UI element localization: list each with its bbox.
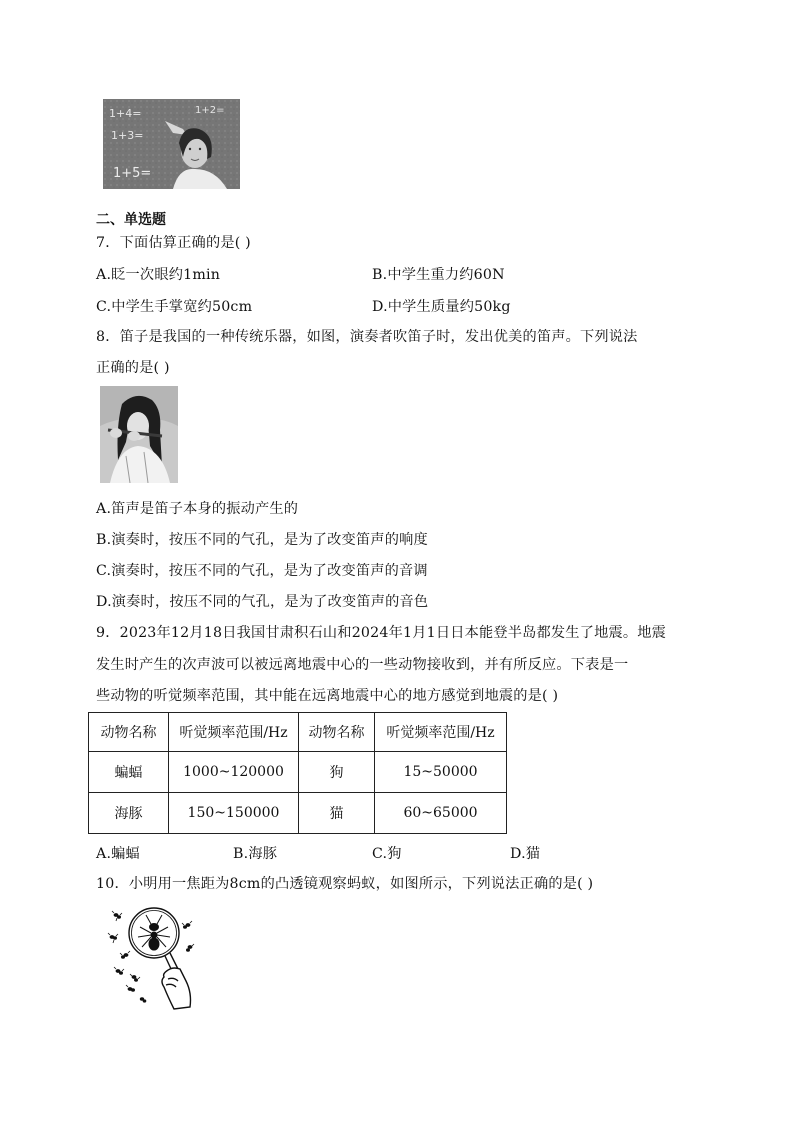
- illustration-magnifier-ants-drawing: [104, 903, 200, 1011]
- table-cell: 15~50000: [375, 752, 507, 793]
- q8-option-b: B.演奏时，按压不同的气孔，是为了改变笛声的响度: [96, 532, 428, 548]
- table-cell: 猫: [299, 793, 375, 834]
- chalk-formula-3: 1+5=: [113, 166, 152, 181]
- q9-stem-line2: 发生时产生的次声波可以被远离地震中心的一些动物接收到，并有所反应。下表是一: [96, 657, 629, 673]
- q7-option-d: D.中学生质量约50kg: [372, 299, 511, 315]
- q7-option-a: A.眨一次眼约1min: [96, 267, 221, 283]
- table-header-cell: 听觉频率范围/Hz: [375, 713, 507, 752]
- q8-option-a: A.笛声是笛子本身的振动产生的: [96, 501, 299, 517]
- chalk-formula-2: 1+3=: [111, 129, 144, 142]
- photo-girl-blackboard: [103, 99, 240, 189]
- table-header-cell: 动物名称: [89, 713, 169, 752]
- q7-stem: 7．下面估算正确的是( ): [96, 235, 251, 251]
- q8-stem-line1: 8．笛子是我国的一种传统乐器，如图，演奏者吹笛子时，发出优美的笛声。下列说法: [96, 329, 638, 345]
- q9-option-a: A.蝙蝠: [96, 846, 140, 862]
- q10-stem: 10．小明用一焦距为8cm的凸透镜观察蚂蚁，如图所示，下列说法正确的是( ): [96, 876, 594, 892]
- photo-flute-player-drawing: [100, 386, 178, 483]
- q9-option-d: D.猫: [510, 846, 541, 862]
- q9-stem-line3: 些动物的听觉频率范围，其中能在远离地震中心的地方感觉到地震的是( ): [96, 688, 559, 704]
- q9-option-c: C.狗: [372, 846, 402, 862]
- q7-option-c: C.中学生手掌宽约50cm: [96, 299, 253, 315]
- table-cell: 蝙蝠: [89, 752, 169, 793]
- q9-option-b: B.海豚: [233, 846, 278, 862]
- chalk-formula-4: 1+2=: [195, 105, 225, 116]
- table-row: [89, 793, 507, 834]
- table-header-row: [89, 713, 507, 752]
- table-row: [89, 752, 507, 793]
- table-header-cell: 动物名称: [299, 713, 375, 752]
- table-header-cell: 听觉频率范围/Hz: [169, 713, 299, 752]
- q8-stem-line2: 正确的是( ): [96, 360, 170, 376]
- table-cell: 60~65000: [375, 793, 507, 834]
- photo-girl-blackboard-drawing: [103, 99, 240, 189]
- q8-option-d: D.演奏时，按压不同的气孔，是为了改变笛声的音色: [96, 594, 429, 610]
- table-cell: 海豚: [89, 793, 169, 834]
- table-cell: 150~150000: [169, 793, 299, 834]
- q7-option-b: B.中学生重力约60N: [372, 267, 505, 283]
- table-cell: 1000~120000: [169, 752, 299, 793]
- q8-option-c: C.演奏时，按压不同的气孔，是为了改变笛声的音调: [96, 563, 428, 579]
- table-cell: 狗: [299, 752, 375, 793]
- chalk-formula-1: 1+4=: [109, 107, 142, 120]
- section-title: 二、单选题: [96, 212, 166, 228]
- photo-flute-player: [100, 386, 178, 483]
- illustration-magnifier-ants: [104, 903, 200, 1011]
- hearing-frequency-table: [88, 712, 507, 834]
- q9-stem-line1: 9．2023年12月18日我国甘肃积石山和2024年1月1日日本能登半岛都发生了地震。地震: [96, 625, 667, 641]
